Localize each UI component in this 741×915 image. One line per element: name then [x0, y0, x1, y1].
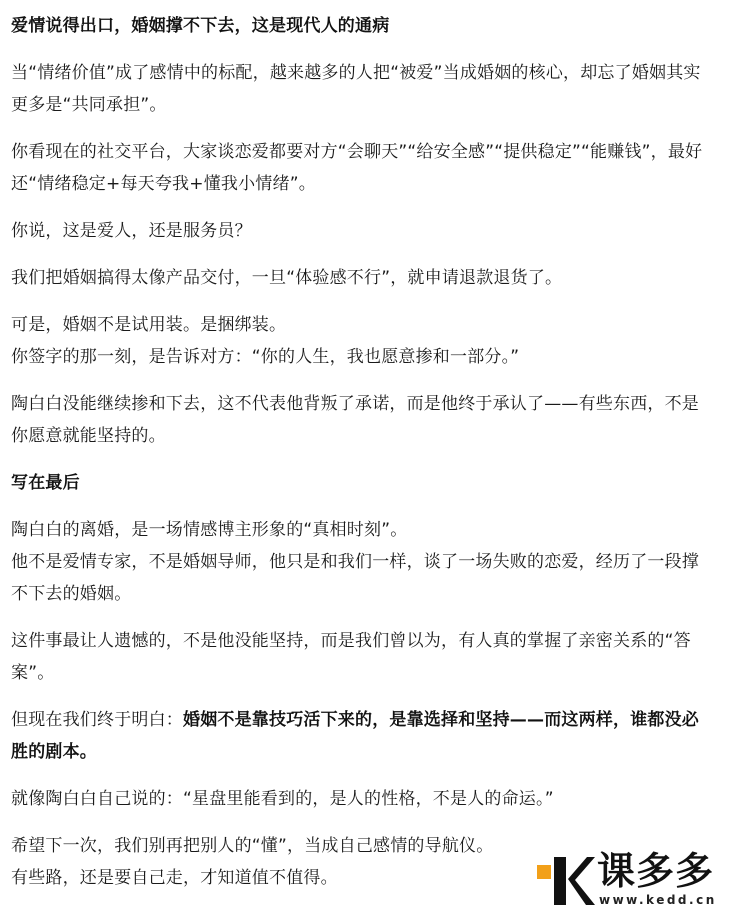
section-heading-common-ailment: 爱情说得出口，婚姻撑不下去，这是现代人的通病 — [11, 16, 390, 36]
realization-lead: 但现在我们终于明白： — [11, 710, 183, 730]
paragraph-product-delivery: 我们把婚姻搞得太像产品交付，一旦“体验感不行”，就申请退款退货了。 — [11, 268, 563, 288]
paragraph-not-an-expert: 他不是爱情专家，不是婚姻导师，他只是和我们一样，谈了一场失败的恋爱，经历了一段撑不下去的婚姻。 — [11, 552, 699, 604]
article-body — [11, 10, 711, 909]
paragraph-admission: 陶白白没能继续掺和下去，这不代表他背叛了承诺，而是他终于承认了——有些东西，不是你愿意就能坚持的。 — [11, 394, 699, 446]
paragraph-realization — [11, 704, 711, 768]
paragraph-bundle-pack: 可是，婚姻不是试用装。是捆绑装。 — [11, 315, 287, 335]
k-logo-icon — [537, 849, 595, 907]
paragraph-hope: 希望下一次，我们别再把别人的“懂”，当成自己感情的导航仪。 — [11, 836, 494, 856]
watermark-url: www.kedd.cn — [599, 893, 717, 907]
paragraph-lover-or-servant: 你说，这是爱人，还是服务员？ — [11, 221, 252, 241]
watermark-brand: 课多多 — [597, 849, 715, 893]
paragraph-regret: 这件事最让人遗憾的，不是他没能坚持，而是我们曾以为，有人真的掌握了亲密关系的“答案”。 — [11, 631, 691, 683]
section-heading-final-words: 写在最后 — [11, 473, 80, 493]
paragraph-quote: 就像陶白白自己说的：“星盘里能看到的，是人的性格，不是人的命运。” — [11, 789, 554, 809]
watermark — [537, 849, 737, 911]
paragraph-signature-moment: 你签字的那一刻，是告诉对方：“你的人生，我也愿意掺和一部分。” — [11, 347, 520, 367]
realization-emphasis: 婚姻不是靠技巧活下来的，是靠选择和坚持——而这两样，谁都没必胜的剧本。 — [11, 710, 699, 762]
paragraph-emotional-value: 当“情绪价值”成了感情中的标配，越来越多的人把“被爱”当成婚姻的核心，却忘了婚姻其实更多是“共同承担”。 — [11, 63, 701, 115]
paragraph-own-path: 有些路，还是要自己走，才知道值不值得。 — [11, 868, 338, 888]
paragraph-social-platform: 你看现在的社交平台，大家谈恋爱都要对方“会聊天”“给安全感”“提供稳定”“能赚钱”，最好还“情绪稳定+每天夸我+懂我小情绪”。 — [11, 142, 703, 194]
paragraph-moment-of-truth: 陶白白的离婚，是一场情感博主形象的“真相时刻”。 — [11, 520, 408, 540]
